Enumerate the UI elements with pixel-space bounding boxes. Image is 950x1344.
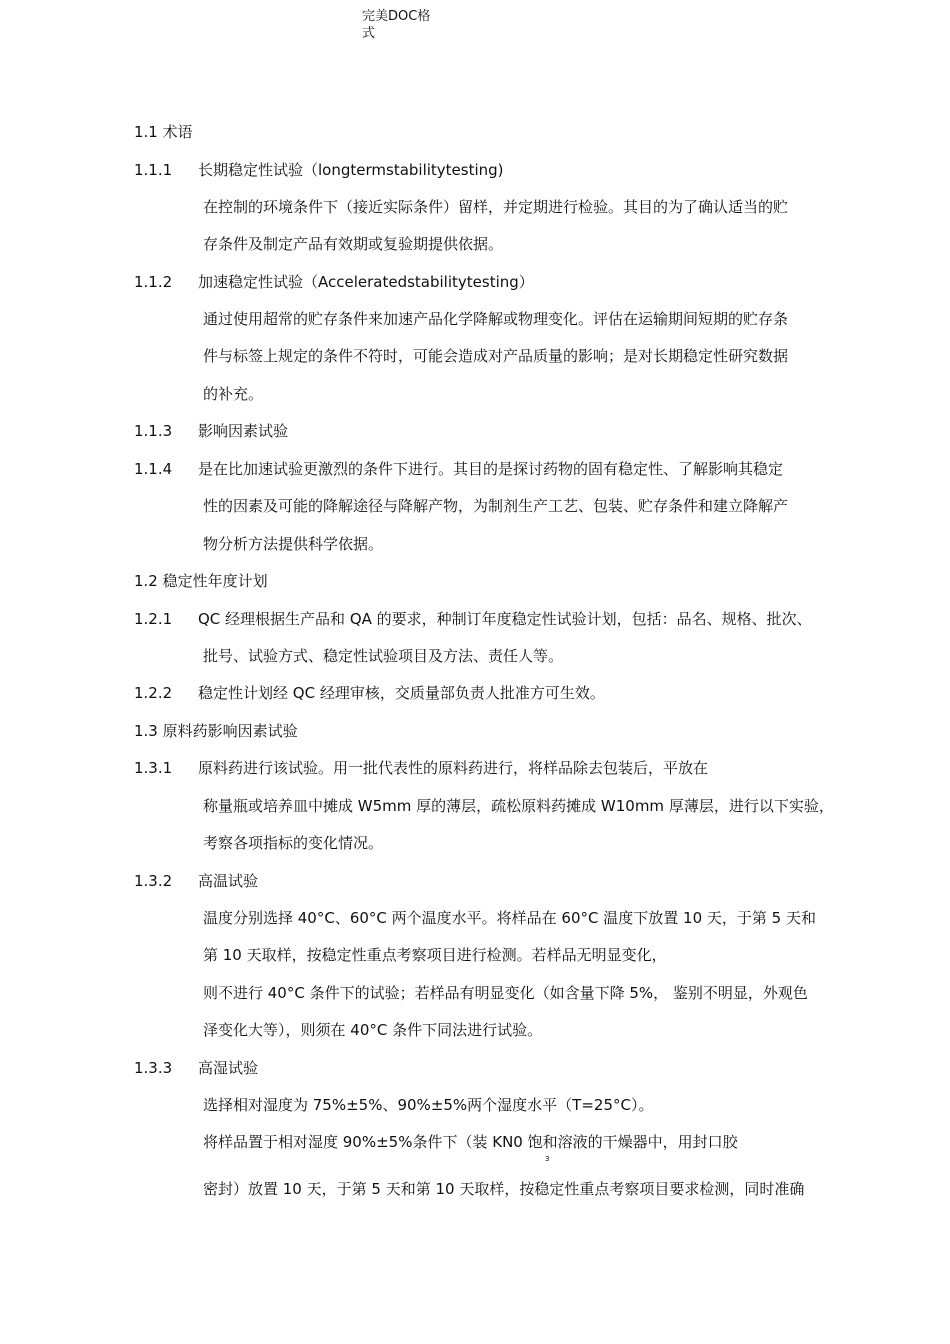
paragraph-line: QC 经理根据生产品和 QA 的要求，种制订年度稳定性试验计划，包括：品名、规格、批次、 [198,610,812,628]
paragraph-line: 存条件及制定产品有效期或复验期提供依据。 [203,235,504,253]
paragraph-line: 原料药进行该试验。用一批代表性的原料药进行，将样品除去包装后，平放在 [198,759,709,777]
page-header [362,8,452,42]
section-1-1-2-title: 加速稳定性试验（Acceleratedstabilitytesting） [198,273,534,291]
paragraph-line: 密封）放置 10 天，于第 5 天和第 10 天取样，按稳定性重点考察项目要求检测，同时准确 [203,1180,805,1198]
paragraph-line: 稳定性计划经 QC 经理审核，交质量部负责人批准方可生效。 [198,684,605,702]
paragraph-line: 在控制的环境条件下（接近实际条件）留样，并定期进行检验。其目的为了确认适当的贮 [203,198,789,216]
paragraph-line: 件与标签上规定的条件不符时，可能会造成对产品质量的影响；是对长期稳定性研究数据 [203,347,789,365]
paragraph-line: 通过使用超常的贮存条件来加速产品化学降解或物理变化。评估在运输期间短期的贮存条 [203,310,789,328]
section-1-3-3-number: 1.3.3 [134,1059,173,1077]
section-1-3-2-number: 1.3.2 [134,872,173,890]
paragraph-line: 选择相对湿度为 75%±5%、90%±5%两个湿度水平（T=25°C）。 [203,1096,654,1114]
paragraph-line: 是在比加速试验更激烈的条件下进行。其目的是探讨药物的固有稳定性、了解影响其稳定 [198,460,784,478]
paragraph-line: 性的因素及可能的降解途径与降解产物，为制剂生产工艺、包装、贮存条件和建立降解产 [203,497,789,515]
section-1-1-1-number: 1.1.1 [134,161,173,179]
paragraph-line: 批号、试验方式、稳定性试验项目及方法、责任人等。 [203,647,564,665]
section-1-1-1-title: 长期稳定性试验（longtermstabilitytesting) [198,161,504,179]
section-1-2-1-number: 1.2.1 [134,610,173,628]
header-line-2: 式 [362,26,376,41]
section-1-1-heading: 1.1 术语 [134,123,193,141]
paragraph-line: 温度分别选择 40°C、60°C 两个温度水平。将样品在 60°C 温度下放置 10 天，于第 5 天和 [203,909,816,927]
paragraph-line: 泽变化大等），则须在 40°C 条件下同法进行试验。 [203,1021,543,1039]
paragraph-line: 则不进行 40°C 条件下的试验；若样品有明显变化（如含量下降 5%， 鉴别不明显，外观色 [203,984,808,1002]
section-1-3-1-number: 1.3.1 [134,759,173,777]
header-line-1: 完美DOC格 [362,9,431,24]
section-1-1-4-number: 1.1.4 [134,460,173,478]
section-1-1-2-number: 1.1.2 [134,273,173,291]
paragraph-line: 的补充。 [203,385,264,403]
paragraph-line: 将样品置于相对湿度 90%±5%条件下（装 KN0 饱和溶液的干燥器中，用封口胶 [203,1133,738,1151]
section-1-2-heading: 1.2 稳定性年度计划 [134,572,268,590]
section-1-3-2-title: 高温试验 [198,872,259,890]
subscript-3: 3 [545,1155,550,1163]
paragraph-line: 物分析方法提供科学依据。 [203,535,384,553]
section-1-2-2-number: 1.2.2 [134,684,173,702]
section-1-1-3-title: 影响因素试验 [198,422,289,440]
paragraph-line: 称量瓶或培养皿中摊成 W5mm 厚的薄层，疏松原料药摊成 W10mm 厚薄层，进行以下实验， [203,797,834,815]
section-1-3-3-title: 高湿试验 [198,1059,259,1077]
paragraph-line: 第 10 天取样，按稳定性重点考察项目进行检测。若样品无明显变化， [203,946,667,964]
section-1-1-3-number: 1.1.3 [134,422,173,440]
paragraph-line: 考察各项指标的变化情况。 [203,834,384,852]
section-1-3-heading: 1.3 原料药影响因素试验 [134,722,298,740]
